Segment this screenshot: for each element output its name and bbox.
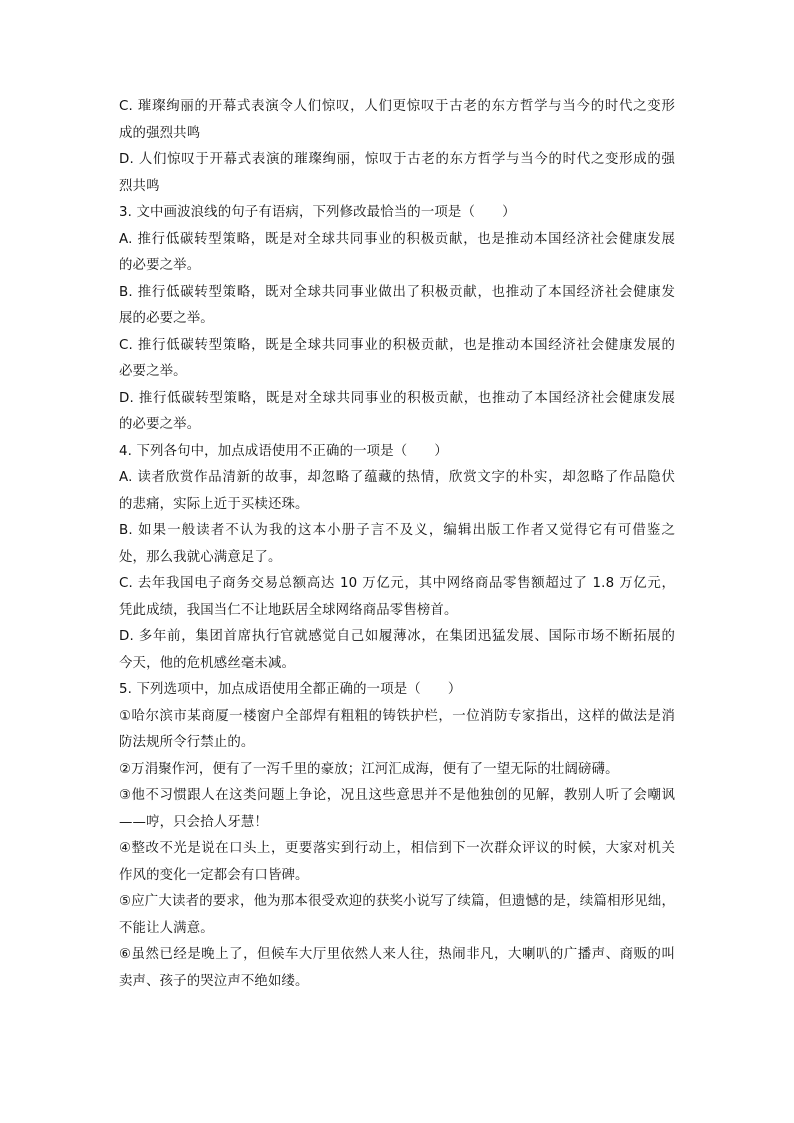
q4-option-c: C. 去年我国电子商务交易总额高达 10 万亿元，其中网络商品零售额超过了 1.8 万亿元，	[119, 576, 675, 591]
text-line: 作风的变化一定都会有口皆碑。	[119, 867, 309, 883]
text-line: 的必要之举。	[119, 258, 201, 273]
q3-option-a: A. 推行低碳转型策略，既是对全球共同事业的积极贡献，也是推动本国经济社会健康发展	[119, 231, 675, 247]
text-line: 防法规所令行禁止的。	[119, 735, 255, 750]
text-line: 处，那么我就心满意足了。	[119, 549, 282, 565]
text-line: 凭此成绩，我国当仁不让地跃居全球网络商品零售榜首。	[119, 602, 458, 618]
text-line: 今天，他的危机感丝毫未减。	[119, 655, 296, 671]
question-3-stem: 3. 文中画波浪线的句子有语病，下列修改最恰当的一项是（ ）	[119, 205, 516, 220]
text-line-c-option-q2: C. 璀璨绚丽的开幕式表演令人们惊叹，人们更惊叹于古老的东方哲学与当今的时代之变形	[119, 99, 675, 114]
q4-option-d: D. 多年前，集团首席执行官就感觉自己如履薄冰，在集团迅猛发展、国际市场不断拓展的	[119, 629, 675, 644]
q3-option-c: C. 推行低碳转型策略，既是全球共同事业的积极贡献，也是推动本国经济社会健康发展的	[119, 337, 675, 353]
q3-option-d: D. 推行低碳转型策略，既是对全球共同事业的积极贡献，也推动了本国经济社会健康发展	[119, 390, 675, 406]
text-line: 的必要之举。	[119, 417, 201, 432]
q4-option-b: B. 如果一般读者不认为我的这本小册子言不及义，编辑出版工作者又觉得它有可借鉴之	[119, 523, 675, 538]
text-line: 的悲痛，实际上近于买椟还珠。	[119, 496, 309, 512]
text-line: ——哼，只会拾人牙慧！	[119, 814, 268, 830]
question-5-stem: 5. 下列选项中，加点成语使用全都正确的一项是（ ）	[119, 682, 462, 697]
question-4-stem: 4. 下列各句中，加点成语使用不正确的一项是（ ）	[119, 443, 448, 459]
q4-option-a: A. 读者欣赏作品清新的故事，却忽略了蕴藏的热情，欣赏文字的朴实，却忽略了作品隐伏	[119, 470, 675, 485]
text-line: 不能让人满意。	[119, 920, 214, 936]
text-line: 成的强烈共鸣	[119, 125, 201, 141]
q5-item-4: ④整改不光是说在口头上，更要落实到行动上，相信到下一次群众评议的时候，大家对机关	[119, 841, 675, 856]
document-page	[119, 94, 675, 995]
q5-item-1: ①哈尔滨市某商厦一楼窗户全部焊有粗粗的铸铁护栏，一位消防专家指出，这样的做法是消	[119, 708, 675, 724]
text-line: 展的必要之举。	[119, 311, 214, 326]
q5-item-5: ⑤应广大读者的要求，他为那本很受欢迎的获奖小说写了续篇，但遗憾的是，续篇相形见绌，	[119, 894, 675, 909]
q5-item-3: ③他不习惯跟人在这类问题上争论，况且这些意思并不是他独创的见解，教别人听了会嘲讽	[119, 788, 675, 803]
q3-option-b: B. 推行低碳转型策略，既对全球共同事业做出了积极贡献，也推动了本国经济社会健康发	[119, 284, 675, 300]
q5-item-6: ⑥虽然已经是晚上了，但候车大厅里依然人来人往，热闹非凡，大喇叭的广播声、商贩的叫	[119, 947, 675, 962]
text-line: 卖声、孩子的哭泣声不绝如缕。	[119, 973, 309, 989]
q5-item-2: ②万涓聚作河，便有了一泻千里的豪放；江河汇成海，便有了一望无际的壮阔磅礴。	[119, 761, 619, 777]
text-line: 必要之举。	[119, 364, 187, 379]
text-line: 烈共鸣	[119, 178, 160, 194]
text-line-d-option-q2: D. 人们惊叹于开幕式表演的璀璨绚丽，惊叹于古老的东方哲学与当今的时代之变形成的强	[119, 152, 675, 167]
